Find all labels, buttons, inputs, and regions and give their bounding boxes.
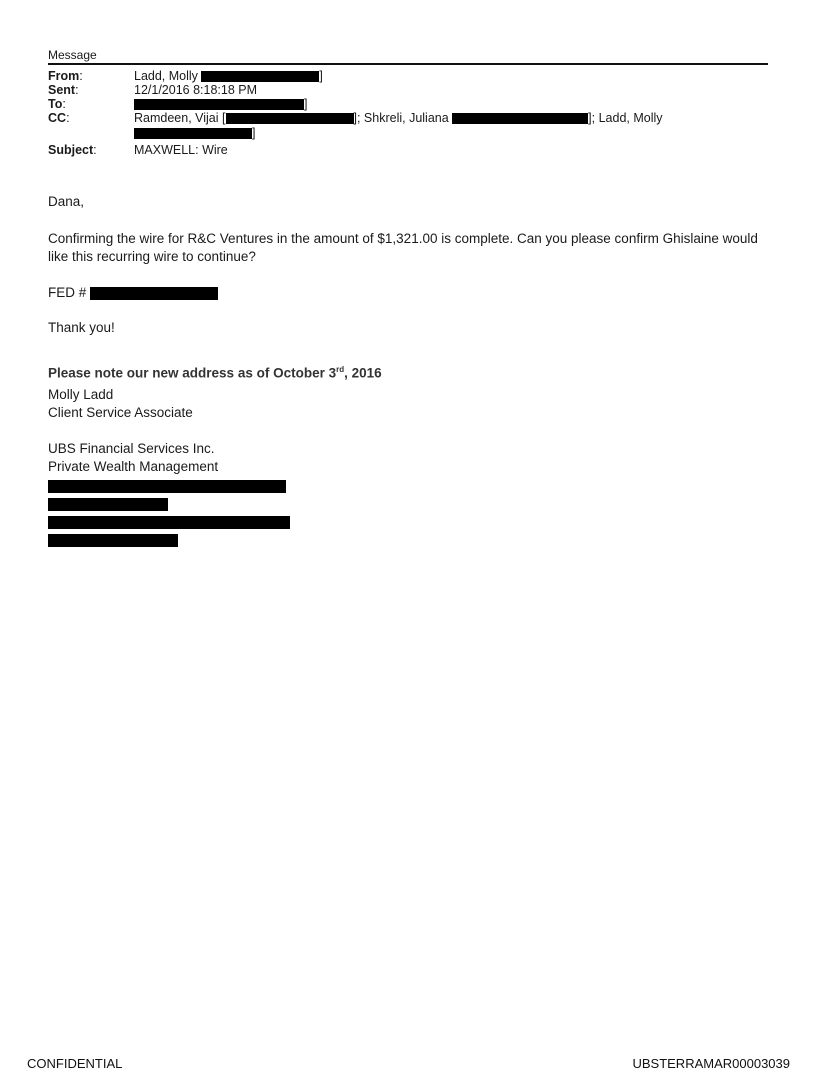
cc-name-2: Shkreli, Juliana	[363, 111, 449, 125]
redaction	[134, 128, 252, 139]
cc-value-continued: ]	[134, 127, 255, 140]
notice-sup: rd	[336, 365, 345, 374]
redaction	[48, 516, 290, 529]
redaction	[201, 71, 319, 82]
from-name: Ladd, Molly	[134, 69, 198, 83]
notice-prefix: Please note our new address as of October 3	[48, 365, 337, 381]
signature-role: Client Service Associate	[48, 405, 193, 420]
redaction	[90, 287, 218, 300]
sent-label: Sent:	[48, 83, 79, 97]
sent-label-text: Sent	[48, 83, 76, 97]
redaction	[452, 113, 588, 124]
fed-label: FED #	[48, 285, 87, 300]
message-title: Message	[48, 48, 97, 62]
subject-label: Subject:	[48, 143, 97, 157]
body-paragraph: Confirming the wire for R&C Ventures in the amount of $1,321.00 is complete. Can you please confirm Ghislaine would like this recurring wire to continue?	[48, 231, 758, 264]
signature-company: UBS Financial Services Inc.	[48, 441, 215, 456]
redaction	[48, 534, 178, 547]
to-label-text: To	[48, 97, 63, 111]
cc-name-1: Ramdeen, Vijai	[134, 111, 219, 125]
thanks: Thank you!	[48, 320, 115, 335]
footer-bates-number: UBSTERRAMAR00003039	[632, 1056, 790, 1071]
fed-line	[48, 284, 218, 302]
cc-label-text: CC	[48, 111, 67, 125]
to-label: To:	[48, 97, 66, 111]
address-notice	[48, 361, 382, 383]
signature-division: Private Wealth Management	[48, 459, 219, 474]
header-divider	[48, 63, 768, 65]
from-label: From:	[48, 69, 83, 83]
cc-label: CC:	[48, 111, 70, 125]
from-value: Ladd, Molly ]	[134, 69, 323, 83]
sent-value: 12/1/2016 8:18:18 PM	[134, 83, 258, 97]
signature-name: Molly Ladd	[48, 387, 114, 402]
redaction	[48, 480, 286, 493]
footer-confidential: CONFIDENTIAL	[27, 1056, 123, 1071]
notice-suffix: , 2016	[344, 365, 382, 381]
redaction	[134, 99, 304, 110]
to-value: ]	[134, 98, 307, 111]
from-label-text: From	[48, 69, 80, 83]
greeting: Dana,	[48, 194, 85, 209]
subject-value: MAXWELL: Wire	[134, 143, 228, 157]
subject-label-text: Subject	[48, 143, 94, 157]
redaction	[48, 498, 168, 511]
redaction	[226, 113, 354, 124]
cc-name-3: Ladd, Molly	[598, 111, 663, 125]
cc-value: Ramdeen, Vijai [ ]; Shkreli, Juliana ]; Ladd, Molly	[134, 111, 663, 125]
